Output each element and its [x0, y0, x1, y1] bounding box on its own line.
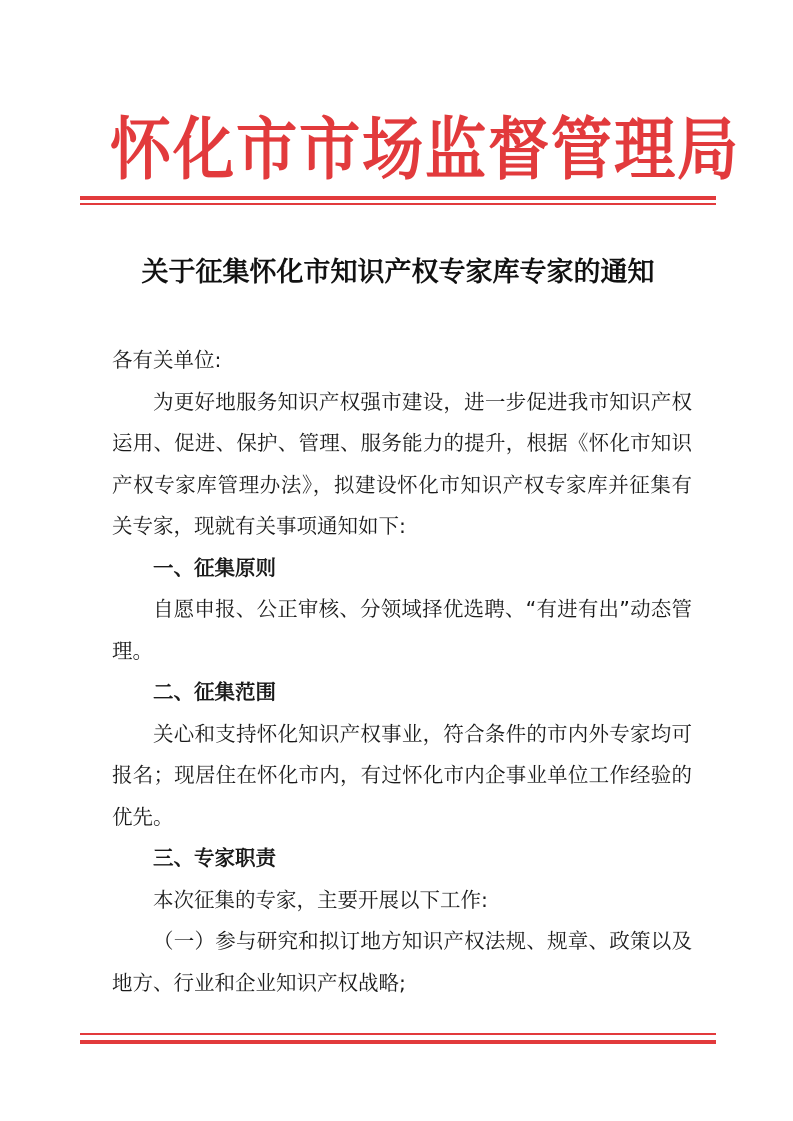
document-body — [112, 340, 692, 1004]
header-rule-thick — [80, 196, 716, 200]
section-3-intro: 本次征集的专家，主要开展以下工作: — [153, 887, 488, 912]
section-1-body: 自愿申报、公正审核、分领域择优选聘、“有进有出”动态管理。 — [112, 597, 692, 663]
header-rule-thin — [80, 203, 716, 205]
footer-rule-thin — [80, 1033, 716, 1035]
section-3-title: 三、专家职责 — [153, 846, 276, 870]
section-1-title: 一、征集原则 — [153, 555, 276, 580]
salutation: 各有关单位: — [112, 348, 222, 372]
intro-paragraph: 为更好地服务知识产权强市建设，进一步促进我市知识产权运用、促进、保护、管理、服务能力的提升，根据《怀化市知识产权专家库管理办法》，拟建设怀化市知识产权专家库并征集有关专家，现就有关事项通知如下: — [112, 389, 692, 538]
footer-rule-thick — [80, 1040, 716, 1044]
organization-header: 怀化市市场监督管理局 — [110, 110, 741, 190]
document-title: 关于征集怀化市知识产权专家库专家的通知 — [141, 257, 655, 288]
section-2-body: 关心和支持怀化知识产权事业，符合条件的市内外专家均可报名；现居住在怀化市内，有过怀化市内企事业单位工作经验的优先。 — [112, 721, 692, 829]
section-2-title: 二、征集范围 — [153, 680, 276, 704]
section-3-item-1: （一）参与研究和拟订地方知识产权法规、规章、政策以及地方、行业和企业知识产权战略; — [112, 929, 692, 995]
